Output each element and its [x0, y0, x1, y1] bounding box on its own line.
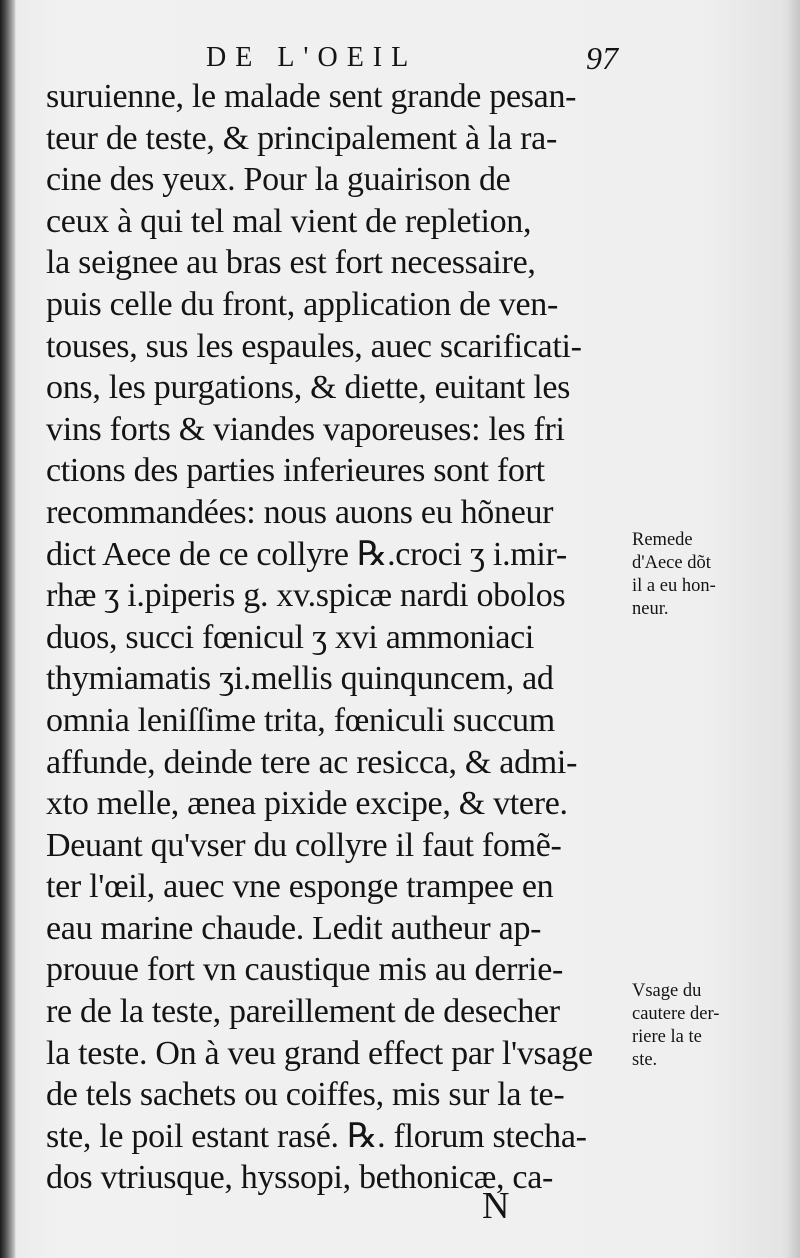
text-line: suruienne, le malade sent grande pesan- — [46, 78, 577, 115]
body-text — [46, 76, 636, 1199]
text-line: la teste. On à veu grand effect par l'vsage — [46, 1034, 593, 1072]
marginal-note-line: Remede — [632, 530, 693, 550]
text-line: ceux à qui tel mal vient de repletion, — [46, 202, 532, 240]
text-line: affunde, deinde tere ac resicca, & admi- — [46, 743, 578, 781]
text-line: cine des yeux. Pour la guairison de — [46, 161, 511, 199]
text-line: ons, les purgations, & diette, euitant les — [46, 369, 571, 407]
text-line: de tels sachets ou coiffes, mis sur la te- — [46, 1076, 565, 1114]
text-line: xto melle, ænea pixide excipe, & vtere. — [46, 785, 568, 823]
text-line: re de la teste, pareillement de desecher — [46, 993, 560, 1031]
text-line: ter l'œil, auec vne esponge trampee en — [46, 868, 554, 906]
text-line: eau marine chaude. Ledit autheur ap- — [46, 909, 542, 947]
marginal-note-line: il a eu hon- — [632, 576, 716, 596]
text-line: prouue fort vn caustique mis au derrie- — [46, 951, 564, 989]
text-line: recommandées: nous auons eu hõneur — [46, 493, 554, 531]
text-line: dos vtriusque, hyssopi, bethonicæ, ca- — [46, 1159, 554, 1197]
marginal-note-line: cautere der- — [632, 1004, 720, 1024]
text-line: Deuant qu'vser du collyre il faut fomẽ- — [46, 826, 562, 864]
text-line: puis celle du front, application de ven- — [46, 285, 558, 323]
page-edge-shadow — [786, 0, 800, 1258]
text-line: duos, succi fœnicul ʒ xvi ammoniaci — [46, 618, 535, 656]
running-head — [46, 38, 646, 78]
text-line: dict Aece de ce collyre ℞.croci ʒ i.mir- — [46, 535, 567, 573]
marginal-note-line: Vsage du — [632, 981, 702, 1001]
signature-mark: N — [482, 1185, 510, 1227]
text-line: rhæ ʒ i.piperis g. xv.spicæ nardi obolos — [46, 577, 566, 615]
text-line: omnia leniſſime trita, fœniculi succum — [46, 701, 555, 739]
text-line: thymiamatis ʒi.mellis quinquncem, ad — [46, 660, 554, 698]
text-line: la seignee au bras est fort necessaire, — [46, 244, 536, 282]
text-line: teur de teste, & principalement à la ra- — [46, 119, 557, 157]
text-line: vins forts & viandes vaporeuses: les fri — [46, 410, 565, 448]
text-line: ste, le poil estant rasé. ℞. florum stecha- — [46, 1117, 587, 1155]
marginal-note-line: d'Aece dõt — [632, 553, 711, 573]
text-line: touses, sus les espaules, auec scarificati- — [46, 327, 582, 365]
marginal-note-line: neur. — [632, 599, 669, 619]
binding-gutter-shadow — [0, 0, 16, 1258]
text-line: ctions des parties inferieures sont fort — [46, 452, 545, 490]
marginal-note-remede — [632, 529, 716, 621]
running-title: DE L'OEIL — [206, 42, 418, 73]
marginal-note-line: riere la te — [632, 1027, 702, 1047]
page-number: 97 — [586, 40, 618, 76]
marginal-note-line: ste. — [632, 1050, 658, 1070]
marginal-note-cautere — [632, 980, 719, 1072]
